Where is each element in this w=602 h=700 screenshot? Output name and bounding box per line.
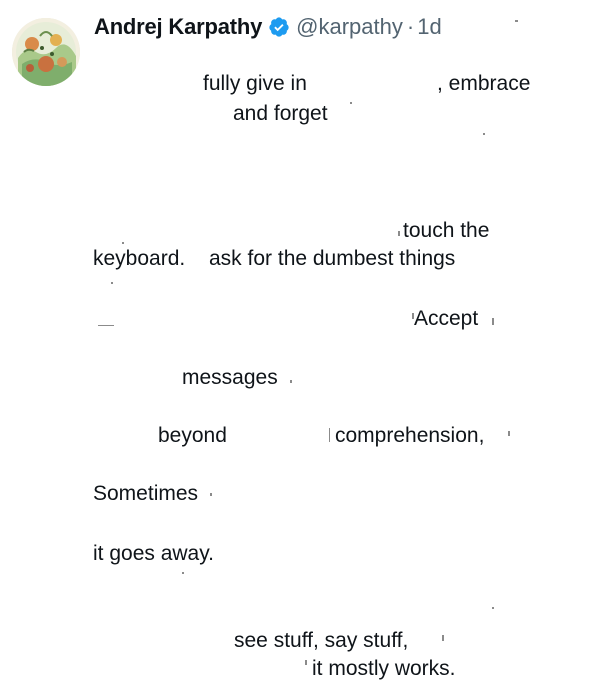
- tweet-text-fragment: Sometimes: [93, 482, 199, 505]
- post-timestamp[interactable]: 1d: [417, 14, 442, 39]
- tweet-text-fragment: see stuff, say stuff,: [234, 629, 409, 652]
- text-speck: [111, 282, 113, 284]
- text-speck: [492, 318, 494, 325]
- text-speck: [350, 102, 352, 104]
- tweet-header: [94, 10, 442, 44]
- avatar[interactable]: [12, 18, 80, 86]
- text-speck: [508, 431, 510, 436]
- tweet-text-fragment: and forget: [233, 102, 328, 125]
- text-speck: [329, 428, 330, 442]
- tweet-text-fragment: Accept: [414, 307, 479, 330]
- tweet-text-fragment: messages: [182, 366, 278, 389]
- tweet-text-fragment: beyond: [158, 424, 227, 447]
- text-speck: [515, 20, 518, 22]
- meta-separator: ·: [406, 14, 415, 39]
- text-speck: [210, 493, 212, 496]
- tweet-text-fragment: comprehension,: [335, 424, 485, 447]
- tweet-text-fragment: it mostly works.: [312, 657, 456, 680]
- text-speck: [98, 325, 114, 326]
- text-speck: [492, 607, 494, 609]
- author-handle[interactable]: @karpathy: [296, 14, 403, 39]
- text-speck: [398, 231, 400, 236]
- text-speck: [290, 380, 292, 383]
- tweet-text-fragment: touch the: [403, 219, 490, 242]
- verified-badge-icon: [268, 16, 290, 38]
- author-name[interactable]: Andrej Karpathy: [94, 14, 263, 39]
- avatar-illustration: [12, 18, 80, 86]
- text-speck: [442, 635, 444, 641]
- tweet-text-fragment: it goes away.: [93, 542, 215, 565]
- tweet-text-fragment: keyboard.: [93, 247, 186, 270]
- tweet-text-fragment: , embrace: [437, 72, 531, 95]
- text-speck: [483, 133, 485, 135]
- text-speck: [305, 660, 307, 665]
- tweet-text-fragment: fully give in: [203, 72, 307, 95]
- text-speck: [182, 572, 184, 574]
- text-speck: [412, 313, 414, 319]
- tweet-text-fragment: ask for the dumbest things: [209, 247, 456, 270]
- text-speck: [122, 242, 124, 244]
